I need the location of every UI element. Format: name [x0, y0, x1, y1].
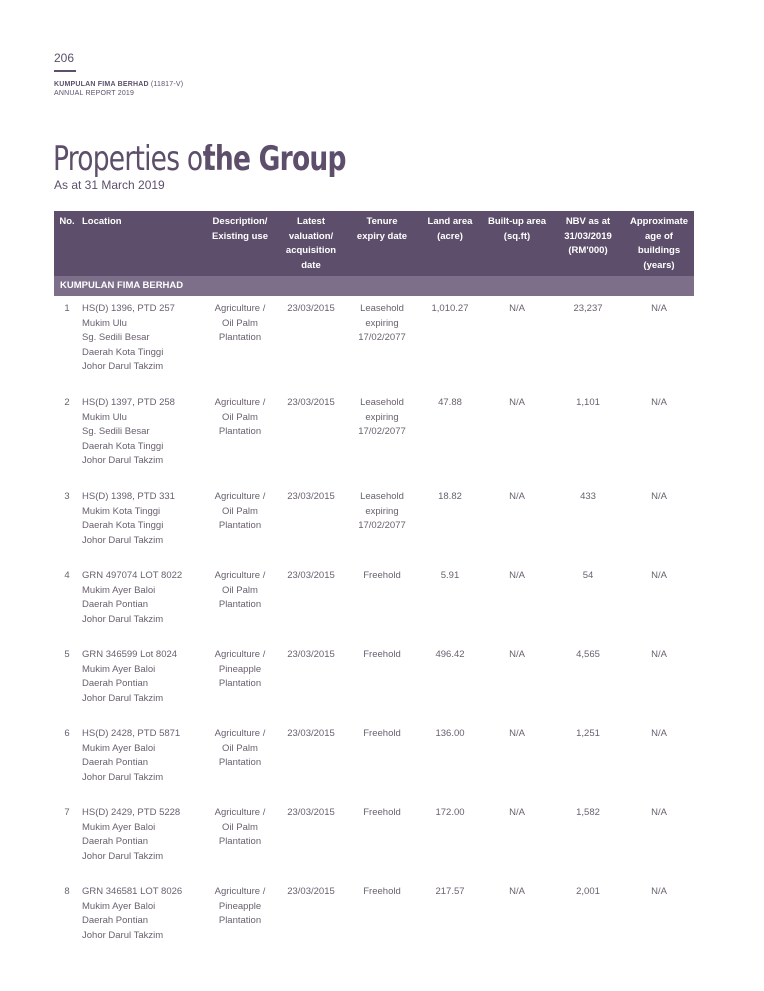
cell-land-area: 217.57	[435, 886, 465, 898]
cell-location-line: Mukim Ulu	[82, 317, 127, 329]
header-valuation	[276, 211, 346, 276]
page-title-bold: the Group	[203, 139, 346, 179]
cell-nbv: 1,101	[576, 397, 600, 409]
cell-description	[204, 563, 276, 642]
cell-age: N/A	[651, 728, 667, 740]
cell-location-line: Johor Darul Takzim	[82, 929, 164, 941]
cell-land-area: 1,010.27	[431, 303, 469, 315]
cell-tenure	[346, 879, 418, 958]
cell-description	[204, 390, 276, 484]
cell-description-line: Plantation	[218, 520, 262, 532]
cell-valuation-date: 23/03/2015	[287, 570, 335, 582]
cell-location-line: GRN 346581 LOT 8026	[82, 886, 183, 898]
cell-builtup-area: N/A	[509, 303, 525, 315]
cell-location-line: Johor Darul Takzim	[82, 361, 164, 373]
cell-location	[80, 721, 204, 800]
cell-description-line: Oil Palm	[222, 411, 258, 423]
cell-location-line: Sg. Sedili Besar	[82, 332, 150, 344]
cell-location	[80, 296, 204, 390]
cell-description-line: Pineapple	[218, 663, 262, 675]
cell-description-line: Agriculture /	[214, 728, 266, 740]
cell-tenure-line: expiring	[365, 505, 399, 517]
cell-description-line: Agriculture /	[214, 886, 266, 898]
table-row	[54, 484, 694, 563]
cell-location-line: HS(D) 1397, PTD 258	[82, 397, 175, 409]
page-subtitle: As at 31 March 2019	[54, 178, 165, 192]
header-nbv-line: 31/03/2019	[564, 230, 612, 242]
cell-tenure	[346, 484, 418, 563]
cell-location	[80, 484, 204, 563]
cell-location-line: Daerah Pontian	[82, 836, 149, 848]
cell-location-line: Mukim Kota Tinggi	[82, 505, 161, 517]
cell-nbv: 4,565	[576, 649, 600, 661]
report-name: ANNUAL REPORT 2019	[54, 90, 135, 97]
cell-land-area: 47.88	[438, 397, 462, 409]
cell-age: N/A	[651, 807, 667, 819]
cell-no: 6	[64, 728, 70, 740]
cell-location-line: Mukim Ayer Baloi	[82, 821, 156, 833]
cell-tenure-line: Leasehold	[360, 397, 404, 409]
page-number-rule	[54, 70, 76, 72]
cell-age: N/A	[651, 649, 667, 661]
cell-description-line: Oil Palm	[222, 821, 258, 833]
header-description	[204, 211, 276, 276]
cell-valuation-date: 23/03/2015	[287, 397, 335, 409]
header-age	[624, 211, 694, 276]
cell-nbv: 54	[582, 570, 594, 582]
cell-location-line: GRN 346599 Lot 8024	[82, 649, 178, 661]
cell-age: N/A	[651, 303, 667, 315]
header-valuation-line: date	[301, 259, 321, 271]
cell-location-line: Johor Darul Takzim	[82, 771, 164, 783]
cell-tenure	[346, 642, 418, 721]
header-valuation-line: Latest	[297, 216, 325, 227]
cell-valuation-date: 23/03/2015	[287, 303, 335, 315]
cell-no: 1	[64, 303, 70, 315]
cell-location-line: Johor Darul Takzim	[82, 613, 164, 625]
header-nbv	[552, 211, 624, 276]
cell-location-line: Daerah Pontian	[82, 678, 149, 690]
cell-location-line: Johor Darul Takzim	[82, 692, 164, 704]
cell-tenure-line: expiring	[365, 411, 399, 423]
cell-age: N/A	[651, 491, 667, 503]
cell-no: 7	[64, 807, 70, 819]
cell-description	[204, 800, 276, 879]
cell-location-line: Daerah Kota Tinggi	[82, 440, 164, 452]
cell-location-line: Mukim Ayer Baloi	[82, 900, 156, 912]
cell-description-line: Oil Palm	[222, 584, 258, 596]
table-row	[54, 642, 694, 721]
cell-valuation-date: 23/03/2015	[287, 886, 335, 898]
cell-tenure-line: Freehold	[363, 570, 401, 582]
cell-location-line: Daerah Pontian	[82, 599, 149, 611]
header-tenure-line: Tenure	[366, 216, 398, 227]
cell-valuation-date: 23/03/2015	[287, 649, 335, 661]
cell-tenure	[346, 721, 418, 800]
table-row	[54, 721, 694, 800]
cell-description-line: Agriculture /	[214, 303, 266, 315]
cell-tenure-line: 17/02/2077	[358, 426, 406, 438]
cell-description-line: Pineapple	[218, 900, 262, 912]
company-header	[54, 80, 183, 98]
cell-location-line: HS(D) 1398, PTD 331	[82, 491, 175, 503]
cell-description-line: Oil Palm	[222, 317, 258, 329]
cell-age: N/A	[651, 886, 667, 898]
cell-description	[204, 296, 276, 390]
cell-builtup-area: N/A	[509, 886, 525, 898]
cell-nbv: 1,251	[576, 728, 600, 740]
cell-location-line: Sg. Sedili Besar	[82, 426, 150, 438]
page-title-light: Properties of	[53, 139, 211, 179]
header-description-line: Existing use	[212, 230, 268, 242]
table-row	[54, 800, 694, 879]
cell-valuation-date: 23/03/2015	[287, 807, 335, 819]
cell-no: 8	[64, 886, 70, 898]
cell-valuation-date: 23/03/2015	[287, 491, 335, 503]
header-age-line: (years)	[643, 259, 675, 271]
cell-description-line: Oil Palm	[222, 505, 258, 517]
header-land-area-line: (acre)	[437, 230, 463, 242]
table-row	[54, 390, 694, 484]
cell-description-line: Plantation	[218, 599, 262, 611]
header-tenure	[346, 211, 418, 276]
header-nbv-line: (RM'000)	[568, 245, 608, 256]
cell-location	[80, 800, 204, 879]
table-row	[54, 563, 694, 642]
cell-builtup-area: N/A	[509, 728, 525, 740]
cell-no: 4	[64, 570, 70, 582]
page-title	[53, 140, 386, 178]
cell-tenure-line: Leasehold	[360, 303, 404, 315]
header-description-line: Description/	[212, 216, 268, 227]
cell-description	[204, 484, 276, 563]
cell-location	[80, 390, 204, 484]
cell-location-line: Mukim Ulu	[82, 411, 127, 423]
cell-description-line: Plantation	[218, 426, 262, 438]
cell-description-line: Agriculture /	[214, 397, 266, 409]
cell-tenure-line: Leasehold	[360, 491, 404, 503]
cell-tenure	[346, 296, 418, 390]
cell-location-line: Daerah Kota Tinggi	[82, 520, 164, 532]
cell-location-line: Daerah Kota Tinggi	[82, 346, 164, 358]
cell-location-line: HS(D) 2428, PTD 5871	[82, 728, 181, 740]
cell-nbv: 2,001	[576, 886, 600, 898]
cell-nbv: 1,582	[576, 807, 600, 819]
cell-no: 3	[64, 491, 70, 503]
cell-age: N/A	[651, 397, 667, 409]
cell-location-line: Daerah Pontian	[82, 757, 149, 769]
table-row	[54, 296, 694, 390]
page-number: 206	[54, 51, 75, 65]
cell-location-line: Mukim Ayer Baloi	[82, 584, 156, 596]
cell-tenure-line: Freehold	[363, 807, 401, 819]
cell-description-line: Plantation	[218, 332, 262, 344]
header-age-line: Approximate	[629, 216, 689, 227]
cell-location-line: Daerah Pontian	[82, 915, 149, 927]
cell-tenure	[346, 563, 418, 642]
cell-description	[204, 879, 276, 958]
cell-land-area: 136.00	[435, 728, 465, 740]
properties-table	[54, 211, 694, 958]
cell-tenure-line: 17/02/2077	[358, 520, 406, 532]
header-location: Location	[80, 211, 204, 276]
cell-location-line: GRN 497074 LOT 8022	[82, 570, 183, 582]
cell-description-line: Plantation	[218, 915, 262, 927]
cell-description-line: Agriculture /	[214, 491, 266, 503]
group-row	[54, 276, 694, 296]
cell-land-area: 18.82	[438, 491, 462, 503]
cell-nbv: 23,237	[573, 303, 603, 315]
cell-description	[204, 642, 276, 721]
table-header-row	[54, 211, 694, 276]
cell-description-line: Agriculture /	[214, 649, 266, 661]
cell-builtup-area: N/A	[509, 491, 525, 503]
cell-location	[80, 642, 204, 721]
cell-description	[204, 721, 276, 800]
cell-description-line: Agriculture /	[214, 807, 266, 819]
cell-tenure-line: 17/02/2077	[358, 332, 406, 344]
header-age-line: age of	[645, 230, 673, 242]
cell-description-line: Plantation	[218, 836, 262, 848]
cell-description-line: Plantation	[218, 757, 262, 769]
group-label: KUMPULAN FIMA BERHAD	[54, 276, 694, 296]
company-reg: (11817-V)	[150, 81, 184, 88]
cell-land-area: 496.42	[435, 649, 465, 661]
cell-tenure-line: expiring	[365, 317, 399, 329]
table-row	[54, 879, 694, 958]
cell-land-area: 172.00	[435, 807, 465, 819]
cell-location-line: Johor Darul Takzim	[82, 534, 164, 546]
cell-location-line: Mukim Ayer Baloi	[82, 742, 156, 754]
header-land-area-line: Land area	[427, 216, 473, 227]
cell-location-line: Mukim Ayer Baloi	[82, 663, 156, 675]
cell-description-line: Plantation	[218, 678, 262, 690]
header-valuation-line: valuation/	[288, 230, 334, 242]
cell-tenure-line: Freehold	[363, 728, 401, 740]
cell-no: 5	[64, 649, 70, 661]
cell-age: N/A	[651, 570, 667, 582]
header-nbv-line: NBV as at	[565, 216, 611, 227]
header-tenure-line: expiry date	[356, 230, 408, 242]
cell-tenure-line: Freehold	[363, 886, 401, 898]
header-no: No.	[54, 211, 80, 276]
cell-builtup-area: N/A	[509, 807, 525, 819]
cell-valuation-date: 23/03/2015	[287, 728, 335, 740]
cell-tenure-line: Freehold	[363, 649, 401, 661]
header-valuation-line: acquisition	[285, 245, 337, 256]
cell-builtup-area: N/A	[509, 649, 525, 661]
cell-location	[80, 879, 204, 958]
cell-location-line: Johor Darul Takzim	[82, 850, 164, 862]
cell-no: 2	[64, 397, 70, 409]
properties-table-wrap	[54, 211, 694, 958]
cell-builtup-area: N/A	[509, 570, 525, 582]
cell-land-area: 5.91	[440, 570, 460, 582]
table-body	[54, 276, 694, 958]
header-land-area	[418, 211, 482, 276]
cell-description-line: Oil Palm	[222, 742, 258, 754]
header-builtup-area-line: (sq.ft)	[503, 230, 531, 242]
header-builtup-area	[482, 211, 552, 276]
company-name: KUMPULAN FIMA BERHAD	[54, 81, 149, 88]
header-age-line: buildings	[637, 245, 681, 256]
header-builtup-area-line: Built-up area	[487, 216, 547, 227]
cell-tenure	[346, 390, 418, 484]
cell-location-line: Johor Darul Takzim	[82, 455, 164, 467]
cell-location-line: HS(D) 1396, PTD 257	[82, 303, 175, 315]
cell-location	[80, 563, 204, 642]
cell-location-line: HS(D) 2429, PTD 5228	[82, 807, 181, 819]
cell-nbv: 433	[580, 491, 596, 503]
cell-tenure	[346, 800, 418, 879]
cell-description-line: Agriculture /	[214, 570, 266, 582]
cell-builtup-area: N/A	[509, 397, 525, 409]
